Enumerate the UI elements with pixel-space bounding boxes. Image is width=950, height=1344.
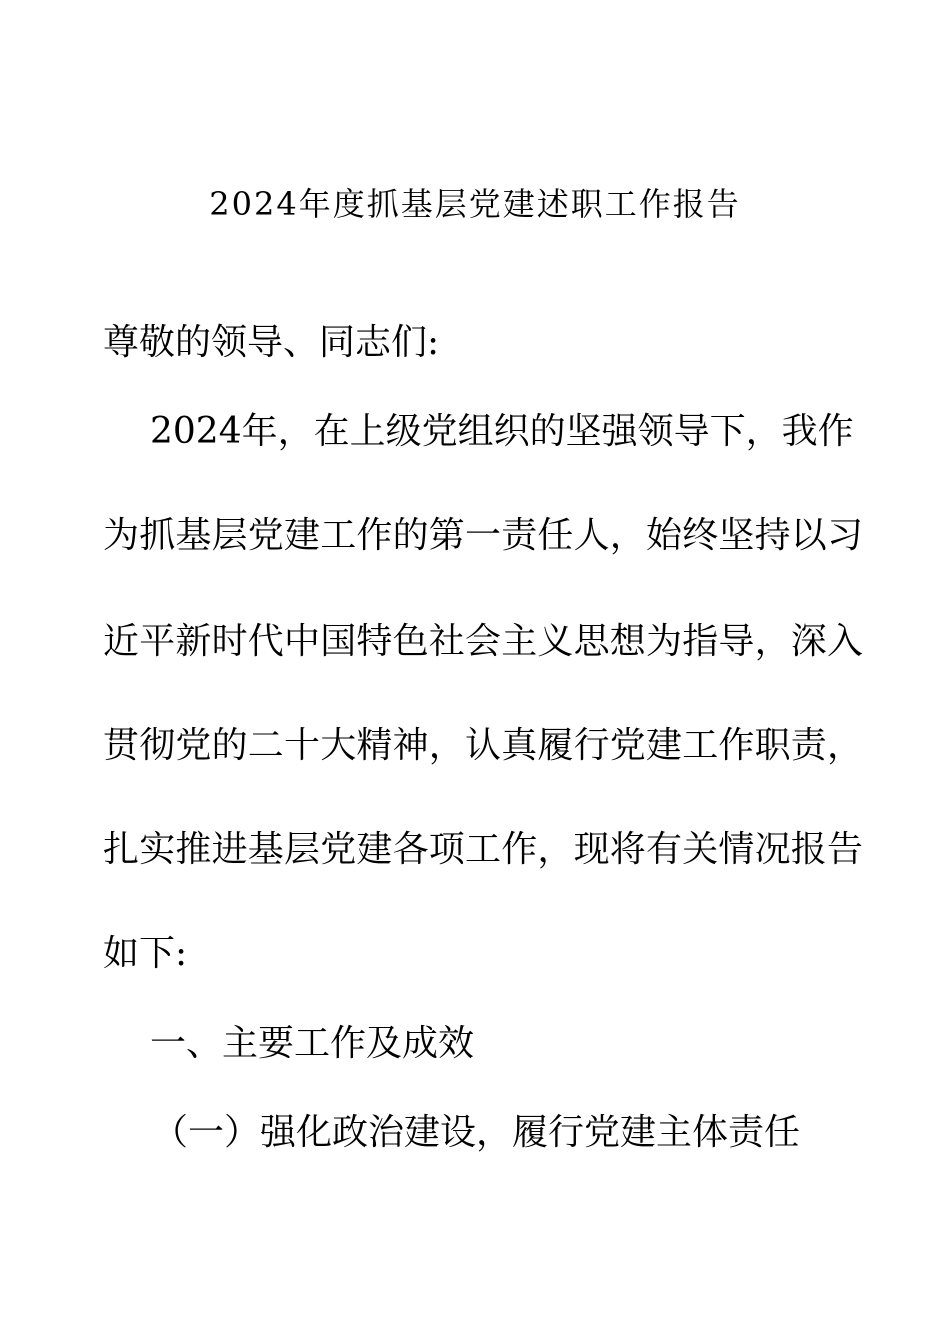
paragraph-line-3: 近平新时代中国特色社会主义思想为指导，深入 (103, 621, 863, 662)
paragraph-line-1: 2024年，在上级党组织的坚强领导下，我作 (150, 411, 854, 452)
salutation: 尊敬的领导、同志们: (103, 322, 440, 363)
subsection-heading: （一）强化政治建设，履行党建主体责任 (152, 1112, 801, 1153)
paragraph-line-4: 贯彻党的二十大精神，认真履行党建工作职责， (103, 725, 863, 766)
section-heading: 一、主要工作及成效 (150, 1023, 475, 1064)
paragraph-line-5: 扎实推进基层党建各项工作，现将有关情况报告 (103, 829, 863, 870)
document-title: 2024年度抓基层党建述职工作报告 (209, 185, 741, 223)
paragraph-line-6: 如下: (103, 933, 188, 974)
paragraph-line-2: 为抓基层党建工作的第一责任人，始终坚持以习 (103, 515, 863, 556)
